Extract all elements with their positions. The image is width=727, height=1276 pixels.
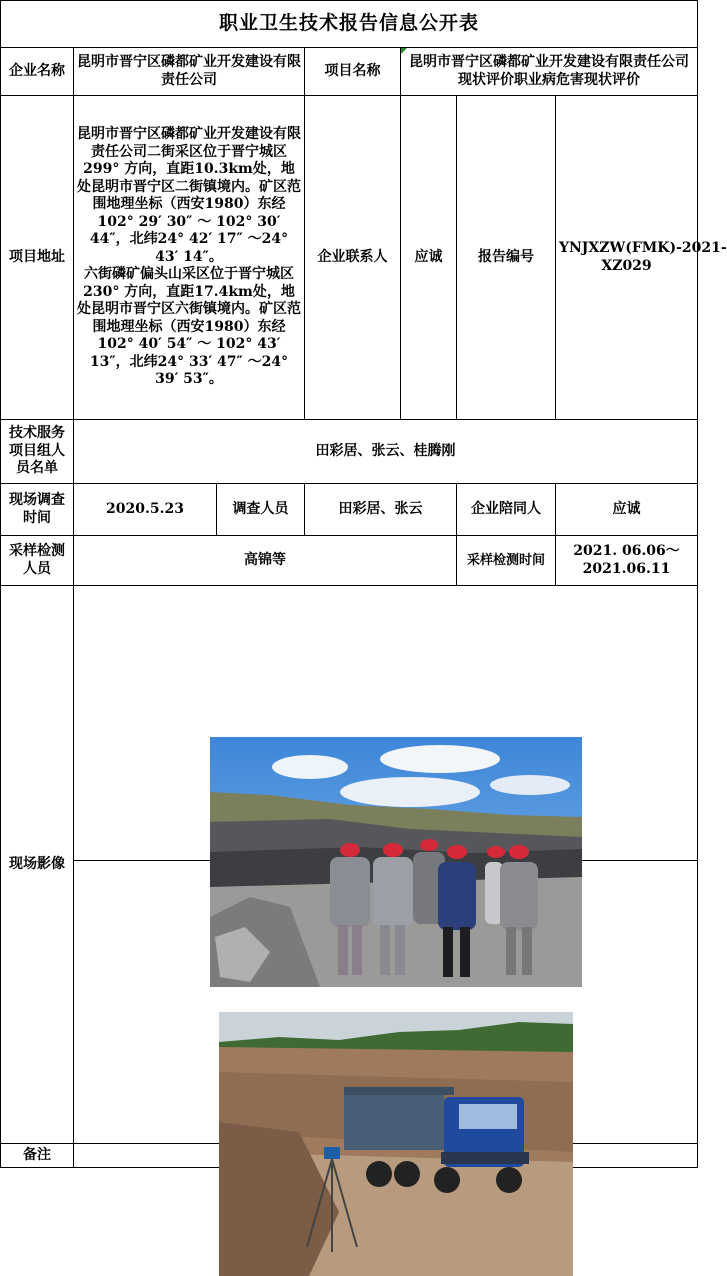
sample-time-value: 2021. 06.06～2021.06.11 (556, 536, 698, 586)
escort-value: 应诚 (556, 484, 698, 536)
company-name-label: 企业名称 (1, 48, 74, 96)
cell-comment-marker (401, 48, 407, 54)
report-number-value: YNJXZW(FMK)-2021-XZ029 (556, 96, 698, 420)
page-title: 职业卫生技术报告信息公开表 (1, 1, 698, 48)
address-paragraph-2: 六街磷矿偏头山采区位于晋宁城区230° 方向，直距17.4km处，地处昆明市晋宁区六街镇境内。矿区范围地理坐标（西安1980）东经102° 40′ 54″ ～ 102° 43′ 13″，北纬24° 33′ 47″ ～24° 39′ 53″。 (77, 266, 301, 388)
company-name-value: 昆明市晋宁区磷都矿业开发建设有限责任公司 (74, 48, 305, 96)
project-name-label: 项目名称 (305, 48, 401, 96)
site-photos-label: 现场影像 (1, 586, 74, 1144)
sampler-value: 高锦等 (74, 536, 457, 586)
project-name-value (401, 48, 698, 96)
report-number-label: 报告编号 (457, 96, 556, 420)
team-members-label: 技术服务项目组人员名单 (1, 420, 74, 484)
survey-time-label: 现场调查时间 (1, 484, 74, 536)
sample-time-label: 采样检测时间 (457, 536, 556, 586)
project-address-value (74, 96, 305, 420)
escort-label: 企业陪同人 (457, 484, 556, 536)
sampler-label: 采样检测人员 (1, 536, 74, 586)
photo-cell-1 (74, 586, 698, 861)
project-name-text: 昆明市晋宁区磷都矿业开发建设有限责任公司现状评价职业病危害现状评价 (409, 54, 690, 88)
investigator-value: 田彩居、张云 (305, 484, 457, 536)
investigator-label: 调查人员 (217, 484, 305, 536)
contact-person-value: 应诚 (401, 96, 457, 420)
project-address-label: 项目地址 (1, 96, 74, 420)
contact-person-label: 企业联系人 (305, 96, 401, 420)
team-members-value: 田彩居、张云、桂腾刚 (74, 420, 698, 484)
address-paragraph-1: 昆明市晋宁区磷都矿业开发建设有限责任公司二街采区位于晋宁城区299° 方向，直距10.3km处，地处昆明市晋宁区二街镇境内。矿区范围地理坐标（西安1980）东经102° 29′ 30″ ～ 102° 30′ 44″，北纬24° 42′ 17″ ～24° 43′ 14″。 (77, 126, 301, 265)
site-photo-truck (219, 1012, 573, 1276)
survey-time-value: 2020.5.23 (74, 484, 217, 536)
site-photo-workers (210, 737, 582, 987)
remarks-label: 备注 (1, 1144, 74, 1168)
